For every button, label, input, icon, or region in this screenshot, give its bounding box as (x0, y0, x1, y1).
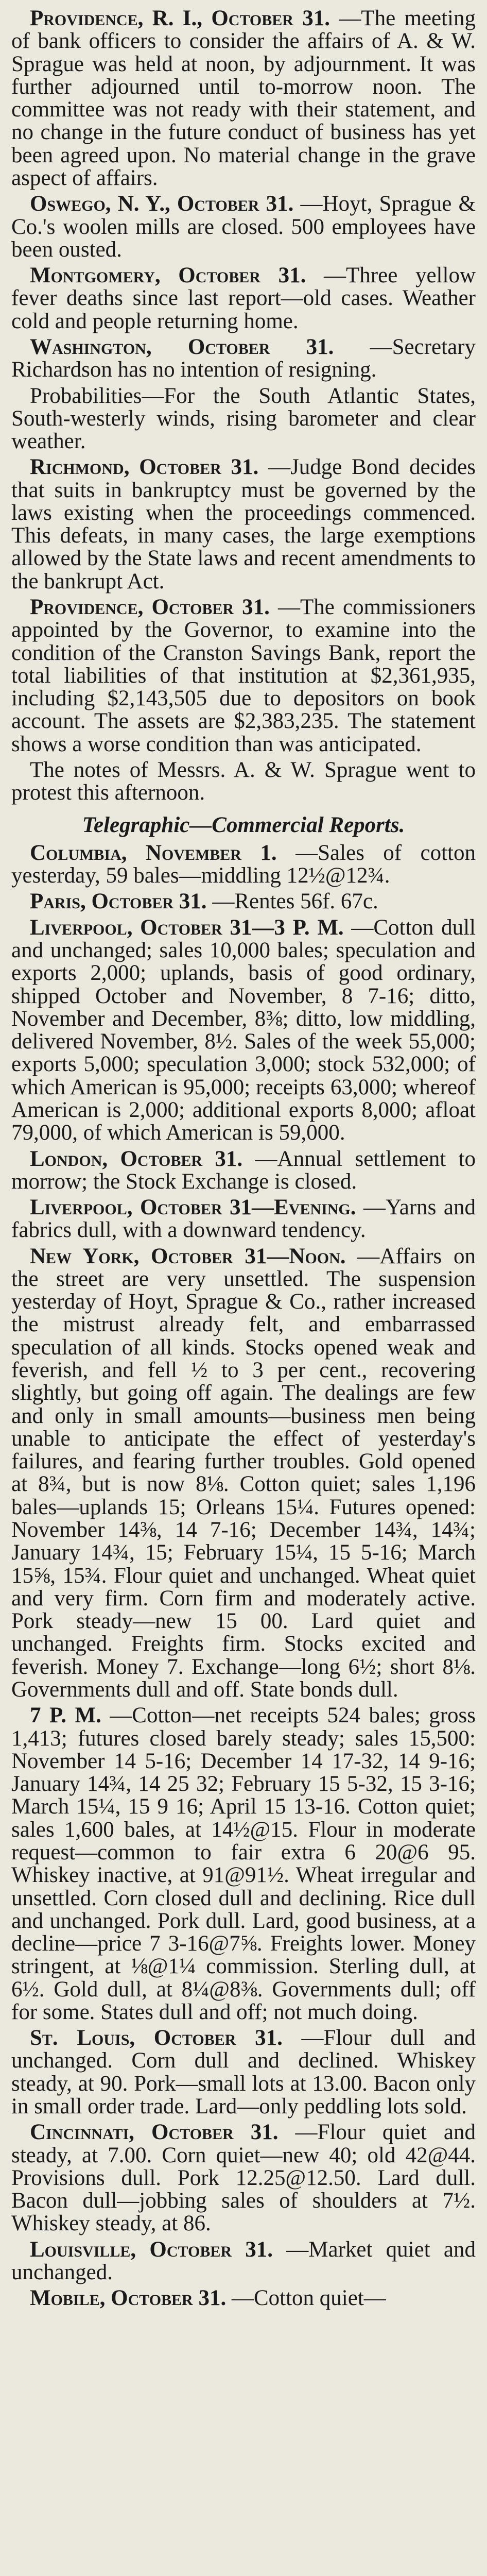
report-body: —Flour quiet and steady, at 7.00. Corn quiet—new 40; old 42@44. Provisions dull. Pork 12.25@12.50. Lard dull. Bacon dull—jobbing sales of shoulders at 7½. Whiskey steady, at 86. (11, 2120, 476, 2236)
dateline: Paris, October 31. (30, 889, 207, 914)
dateline: London, October 31. (30, 1146, 243, 1171)
report-body: —Cotton dull and unchanged; sales 10,000 bales; speculation and exports 2,000; uplands, basis of good ordinary, shipped October and November, 8 7-16; ditto, November and December, 8⅜; ditto, low middling, delivered November, 8½. Sales of the week 55,000; exports 5,000; speculation 3,000; stock 532,000; of which American is 95,000; receipts 63,000; whereof American is 2,000; additional exports 8,000; afloat 79,000, of which American is 59,000. (11, 915, 476, 1145)
report-columbia (11, 842, 476, 888)
dateline: Richmond, October 31. (30, 455, 259, 480)
dateline: Oswego, N. Y., October 31. (30, 192, 294, 216)
news-item-protest (11, 759, 476, 805)
report-new-york-noon (11, 1245, 476, 1702)
report-body: —Cotton quiet— (226, 2286, 386, 2311)
report-st-louis (11, 2027, 476, 2118)
dateline: Cincinnati, October 31. (30, 2120, 279, 2145)
news-item-washington (11, 336, 476, 382)
report-paris (11, 890, 476, 913)
report-body: —Rentes 56f. 67c. (206, 889, 378, 914)
dateline: St. Louis, October 31. (30, 2026, 283, 2050)
news-item-oswego (11, 193, 476, 261)
news-item-probabilities (11, 385, 476, 453)
report-louisville (11, 2239, 476, 2284)
report-mobile (11, 2287, 476, 2310)
report-body: —Annual settlement to morrow; the Stock Exchange is closed. (11, 1146, 476, 1194)
news-body: —Secretary Richardson has no intention of resigning. (11, 334, 476, 382)
report-liverpool-3pm (11, 917, 476, 1145)
report-liverpool-evening (11, 1196, 476, 1242)
dateline: Liverpool, October 31—3 P. M. (30, 915, 344, 940)
news-body: The notes of Messrs. A. & W. Sprague went to protest this afternoon. (11, 758, 476, 805)
news-body: —Three yellow fever deaths since last report—old cases. Weather cold and people returning home. (11, 263, 476, 333)
report-london (11, 1148, 476, 1194)
dateline: 7 P. M. (30, 1703, 101, 1728)
news-body: —The commissioners appointed by the Governor, to examine into the condition of the Cranston Savings Bank, report the total liabilities of that institution at $2,361,935, including $2,143,505 due to depositors on book account. The assets are $2,383,235. The statement shows a worse condition than was anticipated. (11, 595, 476, 756)
report-body: —Cotton—net receipts 524 bales; gross 1,413; futures closed barely steady; sales 15,500: November 14 5-16; December 14 17-32, 14 9-16; January 14¾, 14 25 32; February 15 5-32, 15 3-16; March 15¼, 15 9 16; April 15 13-16. Cotton quiet; sales 1,600 bales, at 14½@15. Flour in moderate request—common to fair extra 6 20@6 95. Whiskey inactive, at 91@91½. Wheat irregular and unsettled. Corn closed dull and declining. Rice dull and unchanged. Pork dull. Lard, good business, at a decline—price 7 3-16@7⅝. Freights lower. Money stringent, at ⅛@1¼ commission. Sterling dull, at 6½. Gold dull, at 8¼@8⅜. Governments dull; off for some. States dull and off; not much doing. (11, 1703, 476, 2024)
news-item-montgomery (11, 264, 476, 333)
dateline: Washington, October 31. (30, 334, 334, 359)
report-body: —Sales of cotton yesterday, 59 bales—middling 12½@12¾. (11, 840, 476, 888)
dateline: Liverpool, October 31—Evening. (30, 1195, 356, 1220)
news-item-richmond (11, 456, 476, 593)
dateline: Columbia, November 1. (30, 840, 277, 865)
section-title: Telegraphic—Commercial Reports. (82, 812, 405, 837)
news-body: —Judge Bond decides that suits in bankruptcy must be governed by the laws existing when the proceedings commenced. This defeats, in many cases, the large exemptions allowed by the State laws and recent amendments to the bankrupt Act. (11, 455, 476, 594)
news-item-providence-bank (11, 596, 476, 756)
report-new-york-7pm (11, 1704, 476, 2024)
dateline: Providence, October 31. (30, 595, 270, 620)
report-body: —Affairs on the street are very unsettled. The suspension yesterday of Hoyt, Sprague & Co., rather increased the mistrust already felt, and embarrassed speculation of all kinds. Stocks opened weak and feverish, and fell ½ to 3 per cent., recovering slightly, but going off again. The dealings are few and only in small amounts—business men being unable to anticipate the effect of yesterday's failures, and fearing further troubles. Gold opened at 8¾, but is now 8⅛. Cotton quiet; sales 1,196 bales—uplands 15; Orleans 15¼. Futures opened: November 14⅜, 14 7-16; December 14¾, 14¾; January 14¾, 15; February 15¼, 15 5-16; March 15⅝, 15¾. Flour quiet and unchanged. Wheat quiet and very firm. Corn firm and moderately active. Pork steady—new 15 00. Lard quiet and unchanged. Freights firm. Stocks excited and feverish. Money 7. Exchange—long 6½; short 8⅛. Governments dull and off. State bonds dull. (11, 1244, 476, 1702)
report-body: —Market quiet and unchanged. (11, 2237, 476, 2284)
dateline: Montgomery, October 31. (30, 263, 306, 288)
dateline: Mobile, October 31. (30, 2286, 227, 2311)
dateline: New York, October 31—Noon. (30, 1244, 346, 1268)
news-body: —Hoyt, Sprague & Co.'s woolen mills are closed. 500 employees have been ousted. (11, 192, 476, 262)
report-body: —Yarns and fabrics dull, with a downward tendency. (11, 1195, 476, 1243)
news-body: Probabilities—For the South Atlantic States, South-westerly winds, rising barometer and clear weather. (11, 383, 476, 454)
dateline: Providence, R. I., October 31. (30, 6, 330, 30)
dateline: Louisville, October 31. (30, 2237, 273, 2262)
news-body: —The meeting of bank officers to consider the affairs of A. & W. Sprague was held at noon, by adjournment. It was further adjourned until to-morrow noon. The committee was not ready with their statement, and no change in the future conduct of business has yet been agreed upon. No material change in the grave aspect of affairs. (11, 6, 476, 190)
report-cincinnati (11, 2121, 476, 2235)
report-body: —Flour dull and unchanged. Corn dull and declined. Whiskey steady, at 90. Pork—small lots at 13.00. Bacon only in small order trade. Lard—only peddling lots sold. (11, 2026, 476, 2119)
news-item-providence-sprague (11, 7, 476, 190)
